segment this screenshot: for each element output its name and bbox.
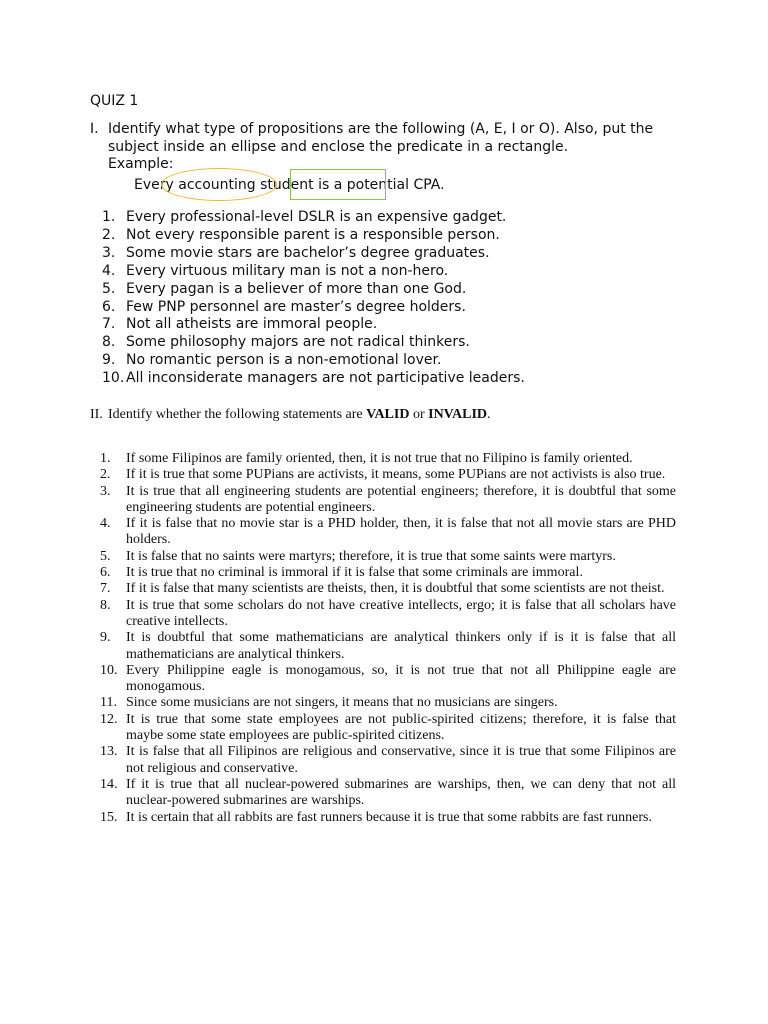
item-text: If it is false that many scientists are theists, then, it is doubtful that some scientists are not theist. [126,581,665,597]
item-number: 7. [100,581,111,597]
item-number: 11. [100,695,117,711]
item-text: If it is true that all nuclear-powered submarines are warships, then, we can deny that not all nuclear-powered submarines are warships. [126,776,676,809]
quiz-title: QUIZ 1 [90,93,139,109]
part2-section [90,406,690,424]
list-item [100,695,676,711]
list-item [100,712,676,745]
item-number: 3. [102,244,116,261]
list-item [102,316,662,334]
item-text: It is true that no criminal is immoral if it is false that some criminals are immoral. [126,565,583,581]
item-number: 8. [100,597,111,613]
item-number: 9. [102,352,116,369]
item-number: 2. [100,467,111,483]
list-item [100,663,676,696]
list-item [100,744,676,777]
list-item [102,263,662,281]
list-item [100,549,676,565]
part1-list [102,209,662,388]
part2-number: II. [90,407,103,422]
item-text: Not all atheists are immoral people. [126,316,378,333]
item-number: 3. [100,483,111,499]
item-text: If it is false that no movie star is a PHD holder, then, it is false that not all movie stars are PHD holders. [126,516,676,548]
example-sentence: Every accounting student is a potential CPA. [134,176,445,193]
item-text: If it is true that some PUPians are activists, it means, some PUPians are not activists is also true. [126,467,666,483]
item-text: It is true that some state employees are not public-spirited citizens; therefore, it is false that maybe some state employees are public-spirited citizens. [126,711,676,744]
list-item [102,299,662,317]
item-number: 5. [100,548,111,564]
item-text: It is certain that all rabbits are fast runners because it is true that some rabbits are fast runners. [126,809,652,825]
part1-number: I. [90,121,99,137]
or-word: or [409,407,429,422]
list-item [102,334,662,352]
item-text: It is doubtful that some mathematicians are analytical thinkers only if is it is false that all mathematicians are analytical thinkers. [126,630,676,662]
item-number: 12. [100,711,118,727]
item-text: It is true that some scholars do not have creative intellects, ergo; it is false that all scholars have creative intellects. [126,597,676,629]
item-text: Some philosophy majors are not radical thinkers. [126,334,470,351]
example-label: Example: [108,156,174,172]
item-text: Few PNP personnel are master’s degree holders. [126,298,466,315]
list-item [100,777,676,810]
example-line [134,174,690,196]
list-item [102,245,662,263]
invalid-word: INVALID [428,407,487,422]
item-text: If some Filipinos are family oriented, then, it is not true that no Filipino is family oriented. [126,451,633,466]
item-text: Every professional-level DSLR is an expensive gadget. [126,209,507,225]
list-item [102,209,662,227]
item-number: 1. [100,451,111,466]
item-text: Every virtuous military man is not a non-hero. [126,262,449,279]
item-number: 9. [100,630,111,646]
part2-list [100,451,676,826]
list-item [100,630,676,663]
predicate-rectangle [290,169,386,200]
item-text: Every Philippine eagle is monogamous, so, it is not true that not all Philippine eagle are monogamous. [126,662,676,695]
list-item [100,581,676,597]
list-item [100,516,676,549]
part1-section [90,121,690,196]
item-text: Some movie stars are bachelor’s degree graduates. [126,244,490,261]
item-text: All inconsiderate managers are not participative leaders. [126,370,525,387]
part1-instruction: Identify what type of propositions are the following (A, E, I or O). Also, put the subject inside an ellipse and enclose the predicate in a rectangle. [108,121,654,155]
list-item [100,484,676,517]
item-number: 14. [100,776,118,792]
item-number: 4. [100,516,111,532]
list-item [100,467,676,483]
item-number: 15. [100,809,118,825]
list-item [100,565,676,581]
item-number: 1. [102,209,116,225]
list-item [102,370,662,388]
item-text: Since some musicians are not singers, it means that no musicians are singers. [126,695,558,711]
list-item [100,451,676,467]
item-number: 10. [102,370,125,387]
part2-instruction-before: Identify whether the following statements are [108,407,367,422]
item-number: 8. [102,334,116,351]
item-number: 2. [102,226,116,243]
item-number: 6. [102,298,116,315]
item-number: 4. [102,262,116,279]
valid-word: VALID [366,407,410,422]
item-number: 13. [100,744,118,760]
part1-instruction-block [90,121,690,156]
list-item [100,810,676,826]
item-text: It is false that all Filipinos are religious and conservative, since it is true that some Filipinos are not religious and conservative. [126,744,676,776]
list-item [102,227,662,245]
item-text: It is true that all engineering students are potential engineers; therefore, it is doubtful that some engineering students are potential engineers. [126,483,676,515]
list-item [100,598,676,631]
subject-ellipse [161,168,277,201]
list-item [102,352,662,370]
item-text: Every pagan is a believer of more than one God. [126,280,467,297]
item-number: 10. [100,662,118,678]
item-text: It is false that no saints were martyrs; therefore, it is true that some saints were martyrs. [126,548,616,564]
list-item [102,281,662,299]
part2-instruction-after: . [487,407,491,422]
item-text: No romantic person is a non-emotional lover. [126,352,442,369]
part2-instruction [108,406,690,424]
item-number: 5. [102,280,116,297]
item-number: 6. [100,565,111,581]
item-text: Not every responsible parent is a responsible person. [126,226,500,243]
item-number: 7. [102,316,116,333]
